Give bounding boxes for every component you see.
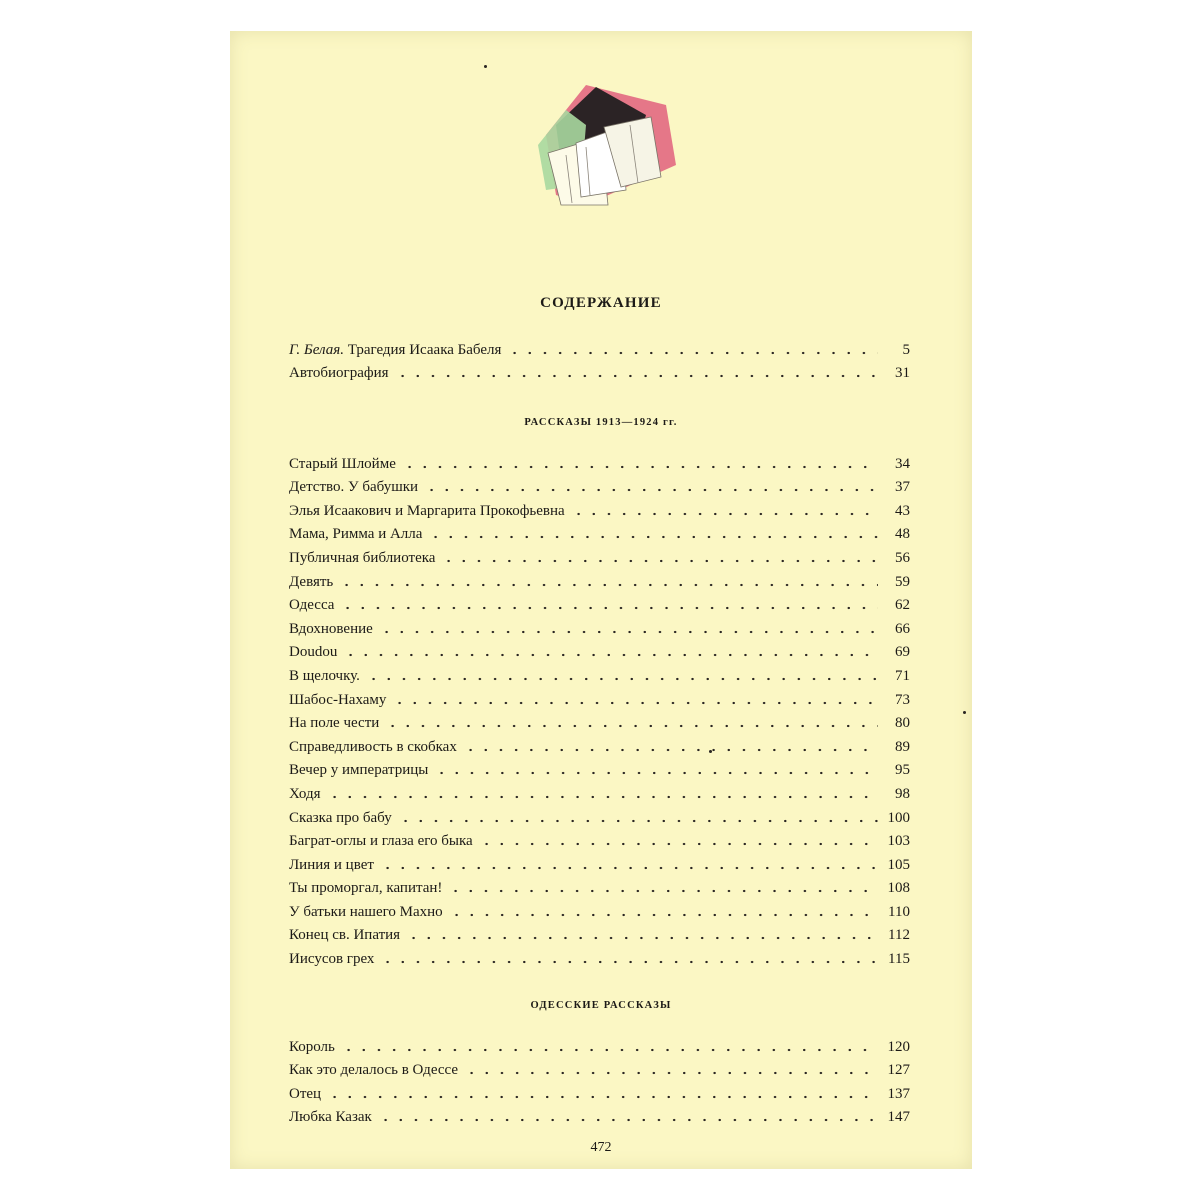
toc-entry[interactable] — [289, 803, 910, 827]
dot-leader — [392, 701, 878, 705]
toc-entry[interactable] — [289, 449, 910, 473]
entry-page: 110 — [888, 903, 910, 920]
paper-speck — [709, 750, 712, 753]
dot-leader — [380, 866, 878, 870]
entry-page: 89 — [895, 738, 910, 755]
entry-page: 43 — [895, 502, 910, 519]
entry-title: Любка Казак — [289, 1109, 372, 1126]
dot-leader — [424, 488, 878, 492]
entry-page: 69 — [895, 644, 910, 661]
book-illustration — [526, 65, 676, 215]
entry-title: Детство. У бабушки — [289, 479, 419, 496]
section-heading-stories-1913-1924: РАССКАЗЫ 1913—1924 гг. — [524, 417, 678, 428]
entry-title: Конец св. Ипатия — [289, 927, 401, 944]
entry-page: 108 — [887, 880, 910, 897]
contents-heading: СОДЕРЖАНИЕ — [540, 295, 662, 311]
dot-leader — [327, 1095, 878, 1099]
dot-leader — [343, 653, 878, 657]
entry-title: Сказка про бабу — [289, 809, 392, 826]
entry-title: Линия и цвет — [289, 856, 374, 873]
entry-title: Старый Шлойме — [289, 455, 396, 472]
entry-title: Вдохновение — [289, 620, 373, 637]
entry-title: На поле чести — [289, 715, 380, 732]
dot-leader — [398, 819, 878, 823]
toc-entry[interactable] — [289, 335, 910, 359]
toc-entry[interactable] — [289, 496, 910, 520]
toc-entry[interactable] — [289, 520, 910, 544]
dot-leader — [340, 606, 878, 610]
entry-page: 34 — [895, 455, 910, 472]
toc-entry[interactable] — [289, 473, 910, 497]
entry-title: Король — [289, 1038, 335, 1055]
page-number: 472 — [590, 1140, 612, 1155]
dot-leader — [339, 583, 878, 587]
entry-page: 147 — [887, 1109, 910, 1126]
entry-page: 59 — [895, 573, 910, 590]
entry-page: 31 — [895, 365, 910, 382]
toc-entry[interactable] — [289, 661, 910, 685]
toc-entry[interactable] — [289, 756, 910, 780]
toc-entry[interactable] — [289, 359, 910, 383]
toc-entry[interactable] — [289, 850, 910, 874]
entry-title: Как это делалось в Одессе — [289, 1062, 459, 1079]
entry-title: Элья Исаакович и Маргарита Прокофьевна — [289, 502, 565, 519]
entry-page: 103 — [887, 833, 910, 850]
entry-page: 100 — [887, 809, 910, 826]
toc-entry[interactable] — [289, 1103, 910, 1127]
dot-leader — [571, 512, 878, 516]
dot-leader — [378, 1118, 878, 1122]
entry-title: Doudou — [289, 644, 338, 661]
entry-page: 95 — [895, 762, 910, 779]
dot-leader — [385, 724, 878, 728]
toc-entry[interactable] — [289, 591, 910, 615]
entry-page: 48 — [895, 526, 910, 543]
entry-page: 80 — [895, 715, 910, 732]
entry-page: 62 — [895, 597, 910, 614]
toc-entry[interactable] — [289, 685, 910, 709]
toc-entry[interactable] — [289, 897, 910, 921]
entry-title: Мама, Римма и Алла — [289, 526, 423, 543]
entry-author: Г. Белая. — [289, 341, 344, 358]
toc-entry[interactable] — [289, 732, 910, 756]
dot-leader — [341, 1048, 878, 1052]
entry-title: Шабос-Нахаму — [289, 691, 387, 708]
entry-title: Вечер у императрицы — [289, 762, 429, 779]
paper-speck — [963, 711, 966, 714]
entry-title: Трагедия Исаака Бабеля — [347, 341, 502, 358]
entry-title: Ты проморгал, капитан! — [289, 880, 443, 897]
section-stories-1913-1924 — [289, 449, 910, 968]
dot-leader — [441, 559, 878, 563]
toc-entry[interactable] — [289, 709, 910, 733]
dot-leader — [448, 889, 878, 893]
dot-leader — [434, 771, 878, 775]
dot-leader — [464, 1071, 878, 1075]
section-odessa-stories — [289, 1032, 910, 1126]
toc-entry[interactable] — [289, 567, 910, 591]
entry-title: У батьки нашего Махно — [289, 903, 443, 920]
toc-entry[interactable] — [289, 827, 910, 851]
entry-title: В щелочку. — [289, 667, 360, 684]
dot-leader — [479, 842, 878, 846]
entry-page: 98 — [895, 785, 910, 802]
entry-title: Ходя — [289, 785, 321, 802]
book-page — [230, 31, 972, 1169]
toc-entry[interactable] — [289, 921, 910, 945]
entry-title: Публичная библиотека — [289, 549, 436, 566]
entry-page: 137 — [887, 1085, 910, 1102]
entry-page: 5 — [902, 341, 910, 358]
entry-title: Отец — [289, 1085, 322, 1102]
toc-entry[interactable] — [289, 1079, 910, 1103]
entry-page: 71 — [895, 667, 910, 684]
entry-title: Баграт-оглы и глаза его быка — [289, 833, 473, 850]
dot-leader — [428, 535, 878, 539]
entry-page: 120 — [887, 1038, 910, 1055]
section-heading-odessa-stories: ОДЕССКИЕ РАССКАЗЫ — [530, 1000, 672, 1011]
entry-page: 112 — [888, 927, 910, 944]
entry-title: Справедливость в скобках — [289, 738, 457, 755]
entry-page: 66 — [895, 620, 910, 637]
entry-title: Одесса — [289, 597, 335, 614]
dot-leader — [406, 936, 878, 940]
entry-page: 127 — [887, 1062, 910, 1079]
toc-entry[interactable] — [289, 779, 910, 803]
entry-page: 37 — [895, 479, 910, 496]
toc-entry[interactable] — [289, 1056, 910, 1080]
entry-page: 73 — [895, 691, 910, 708]
dot-leader — [366, 677, 878, 681]
entry-title: Автобиография — [289, 365, 389, 382]
dot-leader — [402, 465, 878, 469]
entry-page: 115 — [888, 951, 910, 968]
dot-leader — [380, 960, 878, 964]
dot-leader — [463, 748, 878, 752]
toc-entry[interactable] — [289, 874, 910, 898]
toc-entry[interactable] — [289, 614, 910, 638]
entry-title: Иисусов грех — [289, 951, 375, 968]
toc-entry[interactable] — [289, 638, 910, 662]
entry-page: 56 — [895, 549, 910, 566]
intro-entries — [289, 335, 910, 382]
dot-leader — [327, 795, 879, 799]
toc-entry[interactable] — [289, 1032, 910, 1056]
dot-leader — [507, 351, 878, 355]
dot-leader — [379, 630, 878, 634]
dot-leader — [395, 374, 878, 378]
entry-page: 105 — [887, 856, 910, 873]
entry-title: Девять — [289, 573, 334, 590]
paper-speck — [484, 65, 487, 68]
toc-entry[interactable] — [289, 944, 910, 968]
toc-entry[interactable] — [289, 543, 910, 567]
dot-leader — [449, 913, 878, 917]
